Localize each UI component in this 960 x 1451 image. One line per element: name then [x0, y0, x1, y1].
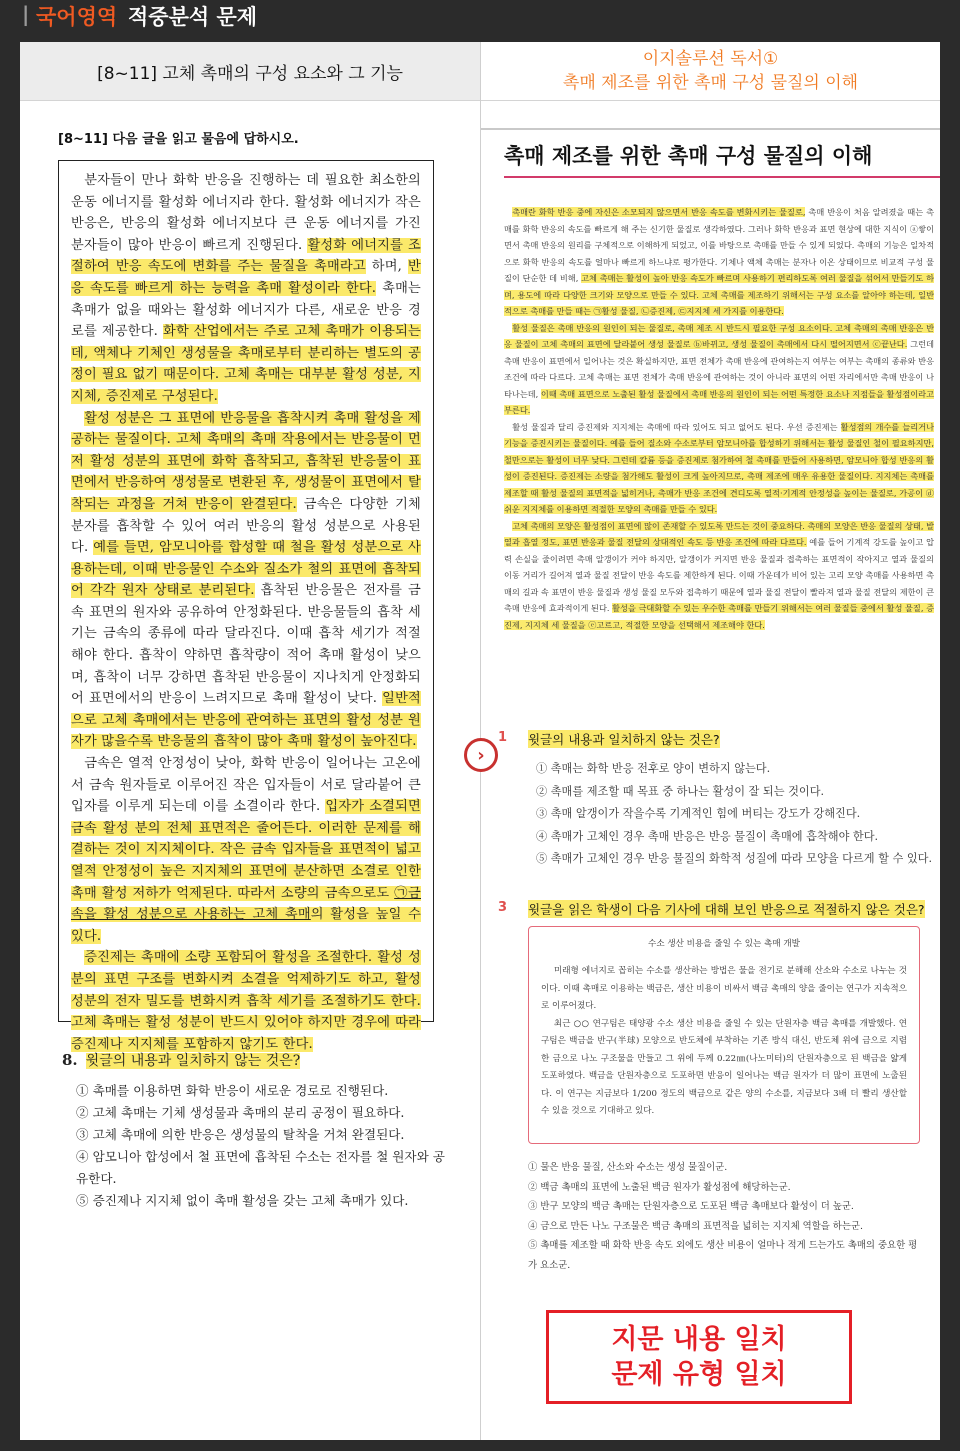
- chevron-right-icon: ›: [464, 738, 498, 772]
- news-article-title: 수소 생산 비용을 줄일 수 있는 촉매 개발: [648, 939, 800, 949]
- question-1-option: ② 촉매를 제조할 때 목표 중 하나는 활성이 잘 되는 것이다.: [536, 784, 825, 798]
- question-8-title: [62, 1050, 452, 1070]
- question-8-option: ① 촉매를 이용하면 화학 반응이 새로운 경로로 진행된다.: [76, 1083, 389, 1098]
- left-column-header: [8~11] 고체 촉매의 구성 요소와 그 기능: [20, 42, 480, 101]
- question-3-option: ⑤ 촉매를 제조할 때 화학 반응 속도 외에도 생산 비용이 얼마나 적게 드는가도 촉매의 중요한 평가 요소군.: [528, 1240, 918, 1271]
- news-article-paragraph: 미래형 에너지로 꼽히는 수소를 생산하는 방법은 물을 전기로 분해해 산소와 수소로 나누는 것이다. 이때 촉매로 이용하는 백금은, 생산 비용이 비싸서 백금 촉매의 양을 줄이는 연구가 지속적으로 이루어졌다.: [541, 966, 907, 1011]
- question-1-option: ① 촉매는 화학 반응 전후로 양이 변하지 않는다.: [536, 762, 771, 775]
- verdict-line-2: 문제 유형 일치: [611, 1359, 787, 1390]
- question-8-number: 8.: [62, 1051, 78, 1069]
- question-3-number: 3: [498, 900, 508, 915]
- passage-paragraph: 분자들이 만나 화학 반응을 진행하는 데 필요한 최소한의 운동 에너지를 활성화 에너지라 한다. 활성화 에너지가 작은 반응은, 반응의 활성화 에너지보다 큰 운동 에너지를 가진 분자들이 많아 반응이 빠르게 진행된다. 활성화 에너지를 조절하여 반응 속도에 변화를 주는 물질을 촉매라고 하며, 반응 속도를 빠르게 하는 능력을 촉매 활성이라 한다. 촉매는 촉매가 없을 때와는 활성화 에너지가 다른, 새로운 반응 경로를 제공한다. 화학 산업에서는 주로 고체 촉매가 이용되는데, 액체나 기체인 생성물을 촉매로부터 분리하는 별도의 공정이 필요 없기 때문이다. 고체 촉매는 대부분 활성 성분, 지지체, 증진제로 구성된다.: [71, 173, 421, 404]
- verdict-badge: [546, 1310, 852, 1404]
- news-article-paragraph: 최근 ○○ 연구팀은 태양광 수소 생산 비용을 줄일 수 있는 단원자층 백금 촉매를 개발했다. 연구팀은 백금을 반구(半球) 모양으로 반도체에 부착하는 기존 방식 대신, 반도체 위에 금으로 지렴한 금으로 나노 구조물을 만들고 그 위에 두께 0.22㎚(나노미터)의 단원자층으로 된 백금을 얇게 도포하였다. 백금을 단원자층으로 도포하면 반응이 일어나는 백금 원자가 더 많이 표면에 노출된다. 이 연구는 지금보다 1/200 정도의 백금으로 같은 양의 수소를, 지금보다 3배 더 빨리 생산할 수 있을 것으로 기대하고 있다.: [541, 1018, 907, 1116]
- question-3-option: ② 백금 촉매의 표면에 노출된 백금 원자가 활성점에 해당하는군.: [528, 1181, 791, 1193]
- question-3-options: [528, 1158, 924, 1276]
- right-passage: [504, 204, 934, 633]
- question-1-prompt: 윗글의 내용과 일치하지 않는 것은?: [528, 732, 720, 747]
- news-article-box: [528, 926, 920, 1144]
- question-8-option: ③ 고체 촉매에 의한 반응은 생성물의 탈착을 거쳐 완결된다.: [76, 1127, 405, 1142]
- right-article-title: 촉매 제조를 위한 촉매 구성 물질의 이해: [504, 144, 873, 168]
- question-1-option: ⑤ 촉매가 고체인 경우 반응 물질의 화학적 성질에 따라 모양을 다르게 할 수 있다.: [536, 852, 932, 866]
- right-passage-paragraph: 활성 물질은 촉매 반응의 원인이 되는 물질로, 촉매 제조 시 반드시 필요한 구성 요소이다. 고체 촉매의 촉매 반응은 반응 물질이 고체 촉매의 표면에 달라붙어 생성 물질로 ⓑ바뀌고, 생성 물질이 촉매에서 다시 떨어지면서 ⓒ끝난다. 그런데 촉매 반응이 표면에서 일어나는 것은 확실하지만, 표면 전체가 촉매 반응에 관여하는지 여부는 여부는 촉매의 종류와 반응 조건에 따라 다르다. 고체 촉매는 표면 전체가 촉매 반응에 관여하는 것이 아니라 표면의 어떤 자리에서만 촉매 반응이 나타나는데, 이때 촉매 표면으로 노출된 활성 물질에서 촉매 반응의 원인이 되는 어떤 특정한 요소나 지점들을 활성점이라고 부른다.: [504, 322, 934, 415]
- header-title: 적중분석 문제: [128, 5, 258, 29]
- question-3-option: ③ 반구 모양의 백금 촉매는 단원자층으로 도포된 백금 촉매보다 활성이 더 높군.: [528, 1201, 854, 1213]
- question-1-number: 1: [498, 730, 508, 745]
- question-1-option: ④ 촉매가 고체인 경우 촉매 반응은 반응 물질이 촉매에 흡착해야 한다.: [536, 829, 879, 843]
- question-1-options: [536, 758, 936, 871]
- question-3-option: ① 물은 반응 물질, 산소와 수소는 생성 물질이군.: [528, 1162, 728, 1173]
- question-3-prompt: 윗글을 읽은 학생이 다음 기사에 대해 보인 반응으로 적절하지 않은 것은?: [528, 902, 925, 917]
- passage-paragraph: 금속은 열적 안정성이 낮아, 화학 반응이 일어나는 고온에서 금속 원자들로 이루어진 작은 입자들이 서로 달라붙어 큰 입자를 이루게 되는데 이를 소결이라 한다. 입자가 소결되면 금속 활성 분의 전체 표면적은 줄어든다. 이러한 문제를 해결하는 것이 지지체이다. 작은 금속 입자들을 표면적이 넓고 열적 안정성이 높은 지지체의 표면에 분산하면 소결로 인한 촉매 활성 저하가 억제된다. 따라서 소량의 금속으로도 ㉠금속을 활성 성분으로 사용하는 고체 촉매의 활성을 높일 수 있다.: [71, 756, 422, 944]
- question-8-option: ② 고체 촉매는 기체 생성물과 촉매의 분리 공정이 필요하다.: [76, 1105, 405, 1120]
- passage-paragraph: 활성 성분은 그 표면에 반응물을 흡착시켜 촉매 활성을 제공하는 물질이다. 고체 촉매의 촉매 작용에서는 반응물이 먼저 활성 성분의 표면에 화학 흡착되고, 흡착된 반응물이 표면에서 반응하여 생성물로 변환된 후, 생성물이 표면에서 탈착되는 과정을 거쳐 반응이 완결된다. 금속은 다양한 기체 분자를 흡착할 수 있어 여러 반응의 활성 성분으로 사용된다. 예를 들면, 암모니아를 합성할 때 철을 활성 성분으로 사용하는데, 이때 반응물인 수소와 질소가 철의 표면에 흡착되어 각각 원자 상태로 분리된다. 흡착된 반응물은 전자를 금속 표면의 원자와 공유하여 안정화된다. 반응물들의 흡착 세기는 금속의 종류에 따라 달라진다. 이때 흡착 세기가 적절해야 한다. 흡착이 약하면 흡착량이 적어 촉매 활성이 낮으며, 흡착이 너무 강하면 흡착된 반응물이 지나치게 안정화되어 표면에서의 반응이 느려지므로 촉매 활성이 낮다. 일반적으로 고체 촉매에서는 반응에 관여하는 표면의 활성 성분 원자가 많을수록 반응물의 흡착이 많아 촉매 활성이 높아진다.: [71, 410, 421, 750]
- question-8-prompt: 윗글의 내용과 일치하지 않는 것은?: [85, 1053, 301, 1069]
- question-8-option: ⑤ 증진제나 지지체 없이 촉매 활성을 갖는 고체 촉매가 있다.: [76, 1193, 409, 1208]
- right-top-rule: [481, 128, 940, 130]
- left-passage-box: [58, 160, 434, 1052]
- right-header-line1: 이지솔루션 독서①: [642, 49, 779, 69]
- top-header: [0, 0, 960, 36]
- right-passage-paragraph: 촉매란 화학 반응 중에 자신은 소모되지 않으면서 반응 속도를 변화시키는 물질로, 촉매 반응이 처음 알려졌을 때는 촉매를 화학 반응의 속도를 빠르게 해 주는 신기한 물질로 생각하였다. 그러나 화학 반응과 표면 현상에 대한 지식이 ⓐ쌓이면서 촉매 반응의 원리를 구체적으로 이해하게 되었고, 이를 바탕으로 촉매를 만들 수 있게 되었다. 촉매의 기능은 일차적으로 화학 반응의 속도를 얼마나 빠르게 하느냐로 평가한다. 기체나 액체 촉매는 분자나 이온 상태이므로 비교적 구성 물질이 단순한 데 비해, 고체 촉매는 활성이 높아 반응 속도가 빠르며 사용하기 편리하도록 여러 물질을 섞어서 만들기도 하며, 용도에 따라 다양한 크기와 모양으로 만들 수 있다. 고체 촉매를 제조하기 위해서는 구성 요소를 알아야 하는데, 일반적으로 촉매를 만들 때는 ㉠활성 물질, ㉡증진제, ㉢지지체 세 가지를 이용한다.: [504, 207, 935, 316]
- question-3-option: ④ 금으로 만든 나노 구조물은 백금 촉매의 표면적을 넓히는 지지체 역할을 하는군.: [528, 1220, 863, 1232]
- right-column-header: [481, 42, 940, 101]
- right-title-rule: [504, 176, 940, 178]
- left-instruction: [8~11] 다음 글을 읽고 물음에 답하시오.: [58, 132, 299, 147]
- header-bar-glyph: |: [22, 2, 30, 26]
- question-1-option: ③ 촉매 알갱이가 작을수록 기계적인 힘에 버티는 강도가 강해진다.: [536, 807, 861, 821]
- passage-paragraph: 증진제는 촉매에 소량 포함되어 활성을 조절한다. 활성 성분의 표면 구조를 변화시켜 소결을 억제하기도 하고, 활성 성분의 전자 밀도를 변화시켜 흡착 세기를 조절하기도 한다. 고체 촉매는 활성 성분이 반드시 있어야 하지만 경우에 따라 증진제나 지지체를 포함하지 않기도 한다.: [71, 950, 421, 1052]
- verdict-line-1: 지문 내용 일치: [611, 1324, 787, 1355]
- question-8-option: ④ 암모니아 합성에서 철 표면에 흡착된 수소는 전자를 철 원자와 공유한다.: [76, 1149, 445, 1186]
- header-subject: 국어영역: [36, 5, 118, 29]
- left-question-8: [62, 1050, 452, 1212]
- right-header-line2: 촉매 제조를 위한 촉매 구성 물질의 이해: [562, 73, 859, 93]
- right-passage-paragraph: 활성 물질과 달리 증진제와 지지체는 촉매에 따라 있어도 되고 없어도 된다. 우선 증진제는 활성점의 개수를 늘리거나 기능을 증진시키는 물질이다. 예를 들어 질소와 수소로부터 암모니아를 합성하기 위해서는 활성 물질인 철이 필요하지만, 철만으로는 활성이 너무 낮다. 그런데 칼륨 등을 증진제로 첨가하여 철 촉매를 만들어 사용하면, 암모니아 합성 반응의 활성이 증진된다. 증진제는 소량을 첨가해도 활성이 크게 높아지므로, 촉매 제조에 매우 유용한 물질이다. 지지체는 촉매를 제조할 때 활성 물질의 표면적을 넓히거나, 촉매가 반응 조건에 견디도록 열적·기계적 안정성을 높이는 물질로, 가공이 ⓓ쉬운 지지체를 이용하면 적절한 모양의 촉매를 만들 수 있다.: [504, 421, 934, 514]
- right-passage-paragraph: 고체 촉매의 모양은 활성점이 표면에 많이 존재할 수 있도록 만드는 것이 중요하다. 촉매의 모양은 반응 물질의 상태, 발열과 흡열 정도, 표면 반응과 물질 전달의 상대적인 속도 등 반응 조건에 따라 다르다. 예를 들어 기계적 강도를 높이고 압력 손실을 줄이려면 촉매 알갱이가 커야 하지만, 알갱이가 커지면 반응 물질과 접촉하는 표면적이 작아지고 열과 물질의 이동 거리가 길어져 열과 물질 전달이 반응 속도를 제한하게 된다. 이때 가운데가 비어 있는 고리 모양 촉매를 사용하면 촉매의 길과 속 표면이 반응 물질과 생성 물질 모두와 접촉하기 때문에 열과 물질 전달이 빨라져 열과 물질 전달의 제한이 큰 촉매 반응에 효과적이게 된다. 활성을 극대화할 수 있는 우수한 촉매를 만들기 위해서는 여러 물질들 중에서 활성 물질, 증진제, 지지체 세 물질을 ⓔ고르고, 적절한 모양을 선택해서 제조해야 한다.: [504, 520, 934, 630]
